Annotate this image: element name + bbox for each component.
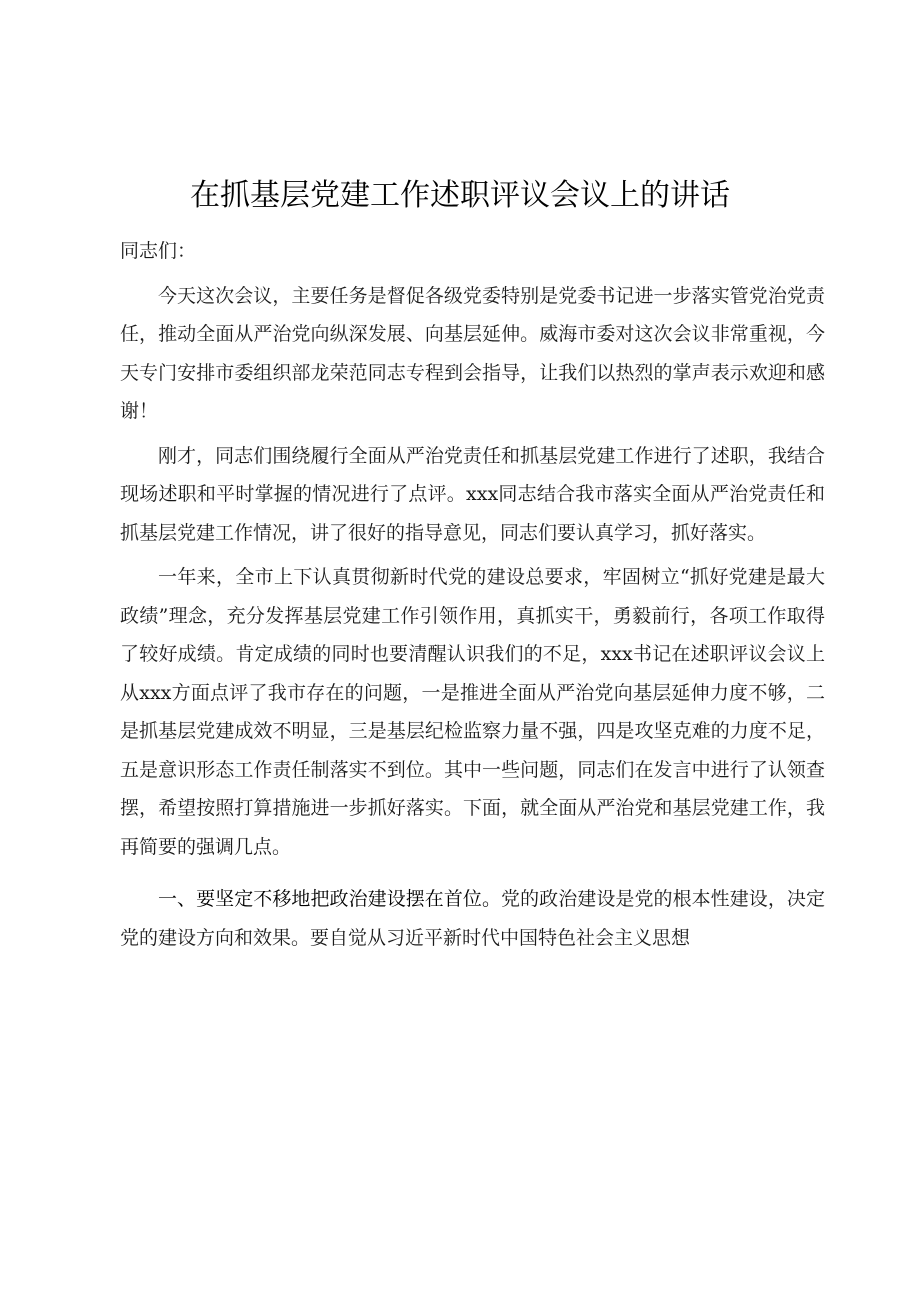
document-body	[120, 232, 825, 963]
paragraph-summary: 一年来，全市上下认真贯彻新时代党的建设总要求，牢固树立“抓好党建是最大政绩”理念，充分发挥基层党建工作引领作用，真抓实干，勇毅前行，各项工作取得了较好成绩。肯定成绩的同时也要清醒认识我们的不足，xxx书记在述职评议会议上从xxx方面点评了我市存在的问题，一是推进全面从严治党向基层延伸力度不够，二是抓基层党建成效不明显，三是基层纪检监察力量不强，四是攻坚克难的力度不足，五是意识形态工作责任制落实不到位。其中一些问题，同志们在发言中进行了认领查摆，希望按照打算措施进一步抓好落实。下面，就全面从严治党和基层党建工作，我再简要的强调几点。	[120, 566, 825, 858]
section-one-heading: 一、要坚定不移地把政治建设摆在首位。	[158, 888, 502, 910]
section-one-paragraph	[120, 880, 825, 957]
section-one-text: 党的政治建设是党的根本性建设，决定党的建设方向和效果。要自觉从习近平新时代中国特色社会主义思想	[120, 888, 825, 949]
document-title: 在抓基层党建工作述职评议会议上的讲话	[190, 178, 730, 213]
paragraph-opening: 今天这次会议，主要任务是督促各级党委特别是党委书记进一步落实管党治党责任，推动全面从严治党向纵深发展、向基层延伸。威海市委对这次会议非常重视，今天专门安排市委组织部龙荣范同志专程到会指导，让我们以热烈的掌声表示欢迎和感谢！	[120, 284, 825, 422]
salutation: 同志们：	[120, 240, 197, 262]
paragraph-review: 刚才，同志们围绕履行全面从严治党责任和抓基层党建工作进行了述职，我结合现场述职和平时掌握的情况进行了点评。xxx同志结合我市落实全面从严治党责任和抓基层党建工作情况，讲了很好的指导意见，同志们要认真学习，抓好落实。	[120, 444, 825, 544]
